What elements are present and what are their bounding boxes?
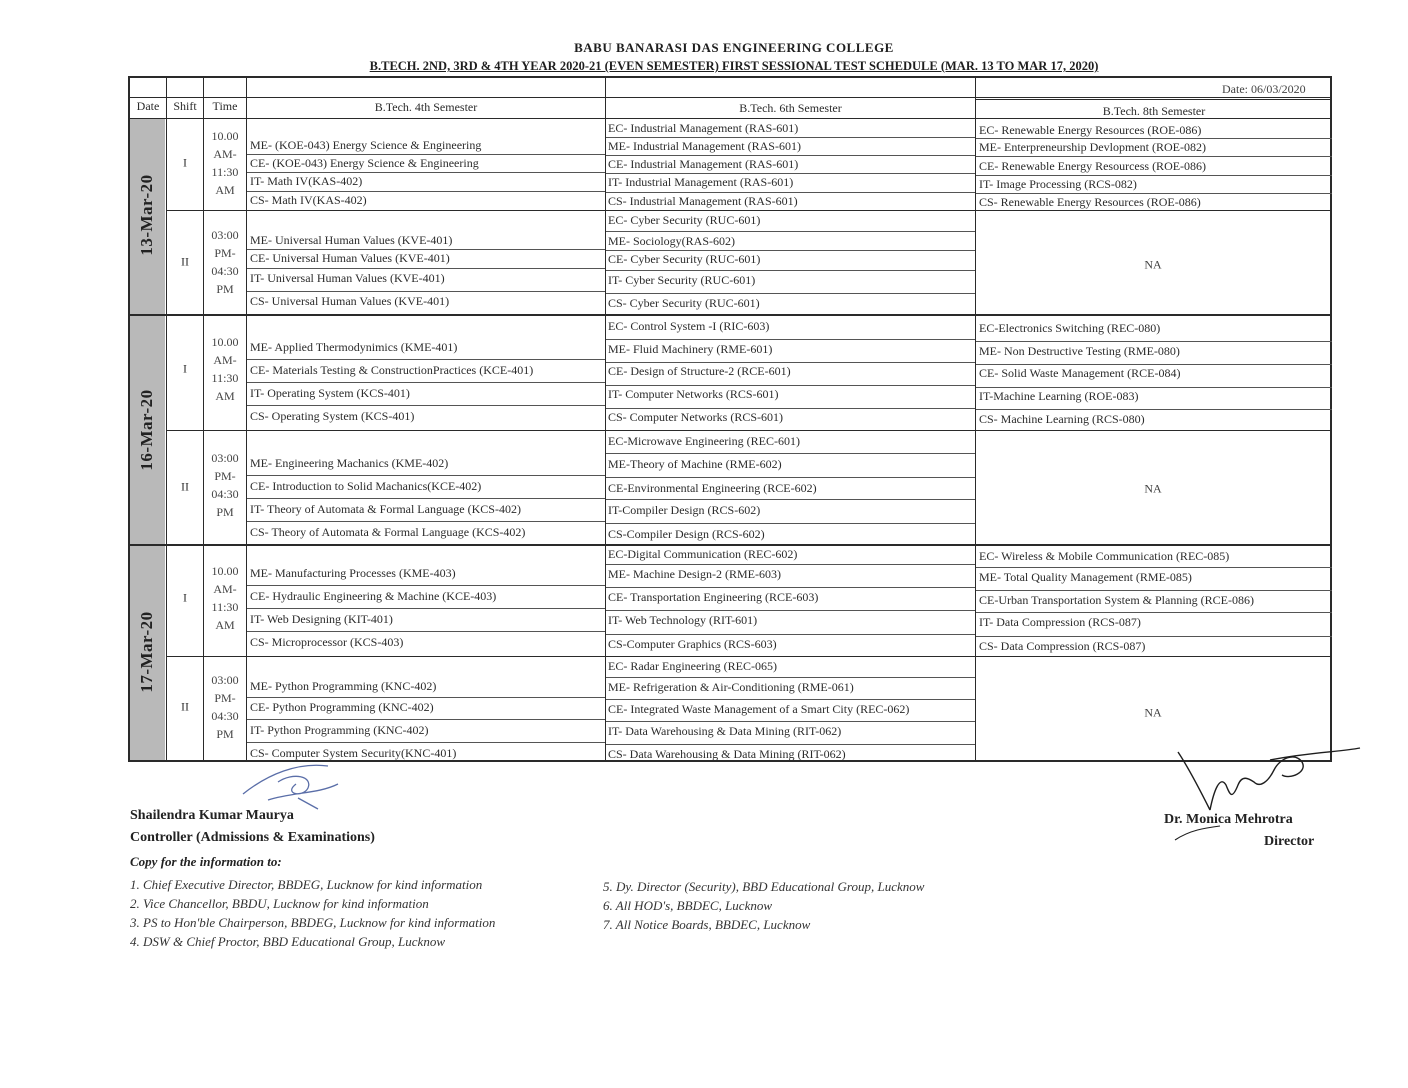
row-rule	[606, 744, 975, 745]
shift-label: II	[181, 479, 189, 494]
row-rule	[976, 341, 1332, 342]
subject-cell: IT-Machine Learning (ROE-083)	[979, 389, 1139, 403]
copy-item: 4. DSW & Chief Proctor, BBD Educational Group, Lucknow	[130, 934, 445, 949]
time-slot	[205, 127, 245, 199]
subject-cell: CE- Universal Human Values (KVE-401)	[250, 251, 450, 265]
subject-cell: IT- Web Technology (RIT-601)	[608, 613, 758, 627]
subject-cell: IT- Python Programming (KNC-402)	[250, 723, 429, 737]
subject-cell: IT- Theory of Automata & Formal Language (KCS-402)	[250, 502, 521, 516]
row-rule	[606, 339, 975, 340]
time-line: AM	[215, 618, 235, 632]
row-rule	[247, 498, 605, 499]
college-name: BABU BANARASI DAS ENGINEERING COLLEGE	[574, 40, 894, 55]
row-rule	[247, 585, 605, 586]
time-line: AM-	[213, 582, 237, 596]
subject-cell: ME- Refrigeration & Air-Conditioning (RME-061)	[608, 680, 854, 694]
subject-cell: EC- Industrial Management (RAS-601)	[608, 121, 799, 135]
subject-cell: IT-Compiler Design (RCS-602)	[608, 503, 761, 517]
time-slot	[205, 449, 245, 521]
header-shift: Shift	[173, 99, 197, 113]
row-rule	[247, 382, 605, 383]
subject-cell: CE- Transportation Engineering (RCE-603)	[608, 590, 819, 604]
subject-cell: IT- Cyber Security (RUC-601)	[608, 273, 756, 287]
subject-cell: ME- Total Quality Management (RME-085)	[979, 570, 1192, 584]
subject-cell: IT- Industrial Management (RAS-601)	[608, 175, 794, 189]
day-label: 17-Mar-20	[137, 611, 156, 693]
subject-cell: EC- Control System -I (RIC-603)	[608, 319, 770, 333]
header-sem6: B.Tech. 6th Semester	[739, 101, 842, 115]
row-rule	[976, 612, 1332, 613]
row-rule	[247, 697, 605, 698]
row-rule	[247, 405, 605, 406]
row-rule	[606, 155, 975, 156]
row-rule	[606, 231, 975, 232]
col-divider	[203, 76, 204, 762]
row-rule	[976, 175, 1332, 176]
signatory-right-designation: Director	[1264, 834, 1315, 849]
time-line: 10.00	[211, 129, 239, 143]
subject-cell: ME- Universal Human Values (KVE-401)	[250, 233, 453, 247]
subject-cell: CE- Renewable Energy Resourcess (ROE-086)	[979, 159, 1207, 173]
subject-cell: EC- Cyber Security (RUC-601)	[608, 213, 761, 227]
header-time: Time	[212, 99, 238, 113]
row-rule	[247, 631, 605, 632]
day-label: 13-Mar-20	[137, 174, 156, 256]
row-rule	[976, 193, 1332, 194]
subject-cell: EC-Microwave Engineering (REC-601)	[608, 434, 800, 448]
shift-label: I	[183, 590, 187, 605]
row-rule	[247, 191, 605, 192]
signature-scrawl-left	[238, 754, 348, 814]
subject-cell: EC-Digital Communication (REC-602)	[608, 547, 798, 561]
header-sem8: B.Tech. 8th Semester	[1102, 104, 1206, 118]
col-divider	[166, 76, 167, 762]
subject-cell: ME- Manufacturing Processes (KME-403)	[250, 566, 456, 580]
row-rule	[247, 172, 605, 173]
time-slot	[205, 226, 245, 298]
row-rule	[606, 699, 975, 700]
subject-cell: EC- Renewable Energy Resources (ROE-086)	[979, 123, 1202, 137]
subject-cell: ME- Enterpreneurship Devlopment (ROE-082)	[979, 140, 1206, 154]
copy-item: 7. All Notice Boards, BBDEC, Lucknow	[603, 917, 811, 932]
row-rule	[606, 137, 975, 138]
subject-cell: ME- (KOE-043) Energy Science & Engineering	[250, 138, 482, 152]
subject-cell: EC- Wireless & Mobile Communication (REC-085)	[979, 549, 1230, 563]
schedule-title: B.TECH. 2ND, 3RD & 4TH YEAR 2020-21 (EVEN SEMESTER) FIRST SESSIONAL TEST SCHEDULE (MAR. 13 TO MAR 17, 2020)	[369, 59, 1099, 73]
time-line: 10.00	[211, 335, 239, 349]
subject-cell: ME- Fluid Machinery (RME-601)	[608, 342, 773, 356]
na-cell: NA	[1144, 705, 1162, 720]
signatory-left-name: Shailendra Kumar Maurya	[130, 808, 294, 823]
shift-separator	[166, 210, 1332, 211]
subject-cell: ME- Applied Thermodynimics (KME-401)	[250, 340, 458, 354]
subject-cell: CE- Cyber Security (RUC-601)	[608, 252, 761, 266]
subject-cell: CS- Universal Human Values (KVE-401)	[250, 294, 450, 308]
subject-cell: CS- Computer System Security(KNC-401)	[250, 746, 457, 760]
row-rule	[247, 521, 605, 522]
row-rule	[606, 587, 975, 588]
na-cell: NA	[1144, 257, 1162, 272]
subject-cell: CE- Industrial Management (RAS-601)	[608, 157, 799, 171]
subject-cell: IT- Data Warehousing & Data Mining (RIT-062)	[608, 724, 842, 738]
time-line: AM	[215, 389, 235, 403]
subject-cell: CS- Data Warehousing & Data Mining (RIT-062)	[608, 747, 846, 761]
copy-item: 2. Vice Chancellor, BBDU, Lucknow for kind information	[130, 896, 429, 911]
day-label: 16-Mar-20	[137, 389, 156, 471]
subject-cell: IT- Web Designing (KIT-401)	[250, 612, 393, 626]
time-line: 03:00	[211, 228, 239, 242]
row-rule	[247, 291, 605, 292]
row-rule	[247, 742, 605, 743]
subject-cell: CS-Computer Graphics (RCS-603)	[608, 637, 777, 651]
row-rule	[247, 249, 605, 250]
copy-item: 6. All HOD's, BBDEC, Lucknow	[603, 898, 773, 913]
subject-cell: CE-Urban Transportation System & Planning (RCE-086)	[979, 593, 1254, 607]
row-rule	[606, 677, 975, 678]
signatory-right-name: Dr. Monica Mehrotra	[1164, 812, 1293, 827]
row-rule	[606, 385, 975, 386]
subject-cell: ME- Machine Design-2 (RME-603)	[608, 567, 781, 581]
header-rule	[976, 99, 1332, 100]
row-rule	[606, 634, 975, 635]
row-rule	[606, 610, 975, 611]
subject-cell: CS-Compiler Design (RCS-602)	[608, 527, 765, 541]
row-rule	[606, 192, 975, 193]
time-line: 04:30	[211, 487, 239, 501]
subject-cell: ME- Python Programming (KNC-402)	[250, 679, 437, 693]
subject-cell: CS- Math IV(KAS-402)	[250, 193, 367, 207]
row-rule	[606, 293, 975, 294]
row-rule	[606, 721, 975, 722]
time-line: 03:00	[211, 673, 239, 687]
shift-label: II	[181, 699, 189, 714]
subject-cell: IT- Universal Human Values (KVE-401)	[250, 271, 445, 285]
time-line: PM	[216, 505, 234, 519]
subject-cell: ME- Industrial Management (RAS-601)	[608, 139, 801, 153]
row-rule	[976, 387, 1332, 388]
row-rule	[976, 636, 1332, 637]
col-divider	[246, 76, 247, 762]
time-line: 03:00	[211, 451, 239, 465]
na-cell: NA	[1144, 481, 1162, 496]
row-rule	[247, 475, 605, 476]
time-slot	[205, 562, 245, 634]
subject-cell: EC-Electronics Switching (REC-080)	[979, 321, 1161, 335]
row-rule	[976, 364, 1332, 365]
time-line: PM-	[214, 246, 236, 260]
date-label: Date: 06/03/2020	[1222, 82, 1306, 96]
row-rule	[606, 564, 975, 565]
subject-cell: CS- Renewable Energy Resources (ROE-086)	[979, 195, 1201, 209]
subject-cell: IT- Math IV(KAS-402)	[250, 174, 363, 188]
row-rule	[606, 250, 975, 251]
row-rule	[606, 408, 975, 409]
subject-cell: IT- Computer Networks (RCS-601)	[608, 387, 779, 401]
copy-list-left	[130, 875, 495, 951]
subject-cell: CE- Introduction to Solid Machanics(KCE-402)	[250, 479, 482, 493]
row-rule	[976, 409, 1332, 410]
time-line: PM	[216, 282, 234, 296]
shift-label: II	[181, 254, 189, 269]
subject-cell: CE- Python Programming (KNC-402)	[250, 700, 434, 714]
subject-cell: CS- Theory of Automata & Formal Language (KCS-402)	[250, 525, 526, 539]
subject-cell: CS- Industrial Management (RAS-601)	[608, 194, 798, 208]
time-line: PM	[216, 727, 234, 741]
copy-item: 5. Dy. Director (Security), BBD Educational Group, Lucknow	[603, 879, 925, 894]
subject-cell: IT- Image Processing (RCS-082)	[979, 177, 1137, 191]
subject-cell: CS- Data Compression (RCS-087)	[979, 639, 1146, 653]
subject-cell: CS- Machine Learning (RCS-080)	[979, 412, 1145, 426]
time-slot	[205, 671, 245, 743]
time-line: AM-	[213, 353, 237, 367]
row-rule	[247, 268, 605, 269]
subject-cell: IT- Operating System (KCS-401)	[250, 386, 410, 400]
subject-cell: CE- Materials Testing & ConstructionPractices (KCE-401)	[250, 363, 534, 377]
row-rule	[606, 453, 975, 454]
subject-cell: EC- Radar Engineering (REC-065)	[608, 659, 777, 673]
header-sem4: B.Tech. 4th Semester	[374, 100, 478, 114]
header-date: Date	[136, 99, 160, 113]
shift-separator	[166, 430, 1332, 431]
time-line: PM-	[214, 469, 236, 483]
subject-cell: CS- Operating System (KCS-401)	[250, 409, 415, 423]
day-separator	[128, 314, 1332, 316]
row-rule	[247, 154, 605, 155]
signatory-left-designation: Controller (Admissions & Examinations)	[130, 830, 375, 845]
copy-list-right	[603, 877, 924, 934]
shift-separator	[166, 656, 1332, 657]
subject-cell: ME-Theory of Machine (RME-602)	[608, 457, 782, 471]
row-rule	[976, 590, 1332, 591]
subject-cell: CS- Computer Networks (RCS-601)	[608, 410, 783, 424]
shift-label: I	[183, 155, 187, 170]
subject-cell: CE- Solid Waste Management (RCE-084)	[979, 366, 1181, 380]
header-rule	[128, 118, 1332, 119]
header-rule	[128, 97, 1332, 98]
subject-cell: CE- Integrated Waste Management of a Smart City (REC-062)	[608, 702, 910, 716]
col-divider	[605, 76, 606, 762]
row-rule	[606, 477, 975, 478]
subject-cell: CE- Hydraulic Engineering & Machine (KCE-403)	[250, 589, 497, 603]
row-rule	[976, 156, 1332, 157]
subject-cell: ME- Sociology(RAS-602)	[608, 234, 735, 248]
col-divider	[975, 76, 976, 762]
subject-cell: IT- Data Compression (RCS-087)	[979, 615, 1141, 629]
row-rule	[606, 499, 975, 500]
row-rule	[606, 362, 975, 363]
copy-item: 1. Chief Executive Director, BBDEG, Lucknow for kind information	[130, 877, 483, 892]
row-rule	[247, 719, 605, 720]
time-line: 11:30	[211, 165, 239, 179]
row-rule	[247, 359, 605, 360]
row-rule	[606, 270, 975, 271]
copy-heading: Copy for the information to:	[130, 854, 282, 869]
time-line: 10.00	[211, 564, 239, 578]
subject-cell: ME- Engineering Machanics (KME-402)	[250, 456, 449, 470]
time-slot	[205, 333, 245, 405]
row-rule	[976, 138, 1332, 139]
time-line: 04:30	[211, 264, 239, 278]
row-rule	[976, 567, 1332, 568]
time-line: PM-	[214, 691, 236, 705]
time-line: 04:30	[211, 709, 239, 723]
subject-cell: CE- Design of Structure-2 (RCE-601)	[608, 364, 791, 378]
subject-cell: CE-Environmental Engineering (RCE-602)	[608, 481, 817, 495]
subject-cell: CS- Microprocessor (KCS-403)	[250, 635, 404, 649]
day-separator	[128, 544, 1332, 546]
subject-cell: CS- Cyber Security (RUC-601)	[608, 296, 760, 310]
row-rule	[606, 523, 975, 524]
subject-cell: CE- (KOE-043) Energy Science & Engineering	[250, 156, 479, 170]
copy-item: 3. PS to Hon'ble Chairperson, BBDEG, Lucknow for kind information	[130, 915, 496, 930]
subject-cell: ME- Non Destructive Testing (RME-080)	[979, 344, 1180, 358]
time-line: 11:30	[211, 371, 239, 385]
row-rule	[247, 608, 605, 609]
time-line: 11:30	[211, 600, 239, 614]
shift-label: I	[183, 361, 187, 376]
time-line: AM	[215, 183, 235, 197]
row-rule	[606, 173, 975, 174]
time-line: AM-	[213, 147, 237, 161]
